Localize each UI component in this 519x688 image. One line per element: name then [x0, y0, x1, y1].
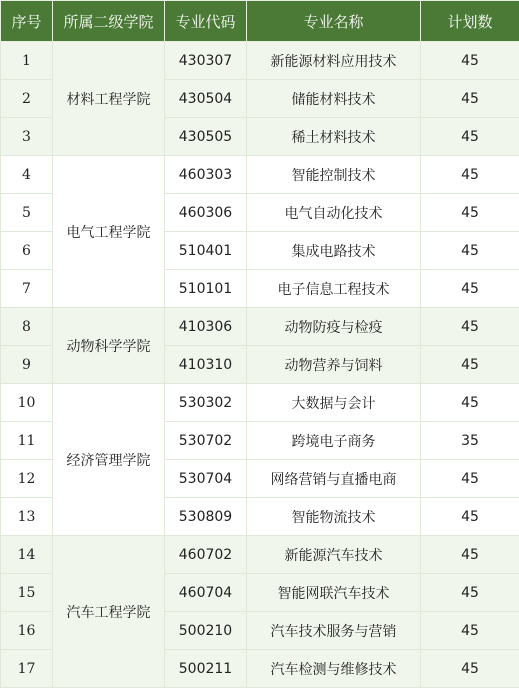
major-code: 530704	[165, 460, 247, 498]
major-code: 460704	[165, 574, 247, 612]
row-index: 9	[1, 346, 53, 384]
header-major-name: 专业名称	[247, 1, 421, 42]
header-major-code: 专业代码	[165, 1, 247, 42]
major-name: 稀土材料技术	[247, 118, 421, 156]
table-row	[1, 156, 519, 194]
header-college: 所属二级学院	[53, 1, 165, 42]
major-code: 460306	[165, 194, 247, 232]
major-code: 530809	[165, 498, 247, 536]
major-code: 430504	[165, 80, 247, 118]
plan-count: 45	[421, 536, 519, 574]
plan-count: 45	[421, 308, 519, 346]
plan-count: 45	[421, 156, 519, 194]
major-code: 530302	[165, 384, 247, 422]
plan-count: 45	[421, 42, 519, 80]
major-code: 430505	[165, 118, 247, 156]
major-name: 电气自动化技术	[247, 194, 421, 232]
college-name: 经济管理学院	[53, 384, 165, 536]
row-index: 2	[1, 80, 53, 118]
plan-count: 45	[421, 270, 519, 308]
row-index: 10	[1, 384, 53, 422]
major-code: 460702	[165, 536, 247, 574]
row-index: 11	[1, 422, 53, 460]
major-name: 大数据与会计	[247, 384, 421, 422]
major-name: 汽车技术服务与营销	[247, 612, 421, 650]
major-name: 智能控制技术	[247, 156, 421, 194]
college-name: 汽车工程学院	[53, 536, 165, 688]
major-code: 500211	[165, 650, 247, 688]
row-index: 3	[1, 118, 53, 156]
major-name: 新能源汽车技术	[247, 536, 421, 574]
major-code: 510101	[165, 270, 247, 308]
row-index: 12	[1, 460, 53, 498]
major-code: 510401	[165, 232, 247, 270]
major-code: 530702	[165, 422, 247, 460]
major-name: 网络营销与直播电商	[247, 460, 421, 498]
major-code: 410310	[165, 346, 247, 384]
plan-count: 45	[421, 232, 519, 270]
row-index: 17	[1, 650, 53, 688]
major-code: 460303	[165, 156, 247, 194]
major-name: 储能材料技术	[247, 80, 421, 118]
row-index: 8	[1, 308, 53, 346]
major-name: 电子信息工程技术	[247, 270, 421, 308]
plan-count: 45	[421, 384, 519, 422]
row-index: 1	[1, 42, 53, 80]
plan-count: 45	[421, 118, 519, 156]
row-index: 15	[1, 574, 53, 612]
college-name: 材料工程学院	[53, 42, 165, 156]
row-index: 5	[1, 194, 53, 232]
table-row	[1, 384, 519, 422]
table-header-row	[1, 1, 519, 42]
plan-count: 35	[421, 422, 519, 460]
header-plan-count: 计划数	[421, 1, 519, 42]
major-code: 430307	[165, 42, 247, 80]
table-row	[1, 308, 519, 346]
major-name: 集成电路技术	[247, 232, 421, 270]
major-code: 410306	[165, 308, 247, 346]
row-index: 13	[1, 498, 53, 536]
college-name: 动物科学学院	[53, 308, 165, 384]
row-index: 14	[1, 536, 53, 574]
row-index: 16	[1, 612, 53, 650]
major-name: 汽车检测与维修技术	[247, 650, 421, 688]
plan-count: 45	[421, 498, 519, 536]
plan-count: 45	[421, 80, 519, 118]
major-name: 智能物流技术	[247, 498, 421, 536]
plan-count: 45	[421, 612, 519, 650]
table-row	[1, 536, 519, 574]
major-code: 500210	[165, 612, 247, 650]
row-index: 7	[1, 270, 53, 308]
major-name: 智能网联汽车技术	[247, 574, 421, 612]
major-name: 动物防疫与检疫	[247, 308, 421, 346]
college-name: 电气工程学院	[53, 156, 165, 308]
table-body	[1, 42, 519, 688]
plan-count: 45	[421, 346, 519, 384]
major-name: 跨境电子商务	[247, 422, 421, 460]
plan-count: 45	[421, 460, 519, 498]
plan-count: 45	[421, 574, 519, 612]
row-index: 6	[1, 232, 53, 270]
row-index: 4	[1, 156, 53, 194]
table-row	[1, 42, 519, 80]
major-name: 动物营养与饲料	[247, 346, 421, 384]
header-index: 序号	[1, 1, 53, 42]
major-name: 新能源材料应用技术	[247, 42, 421, 80]
plan-count: 45	[421, 194, 519, 232]
plan-count: 45	[421, 650, 519, 688]
